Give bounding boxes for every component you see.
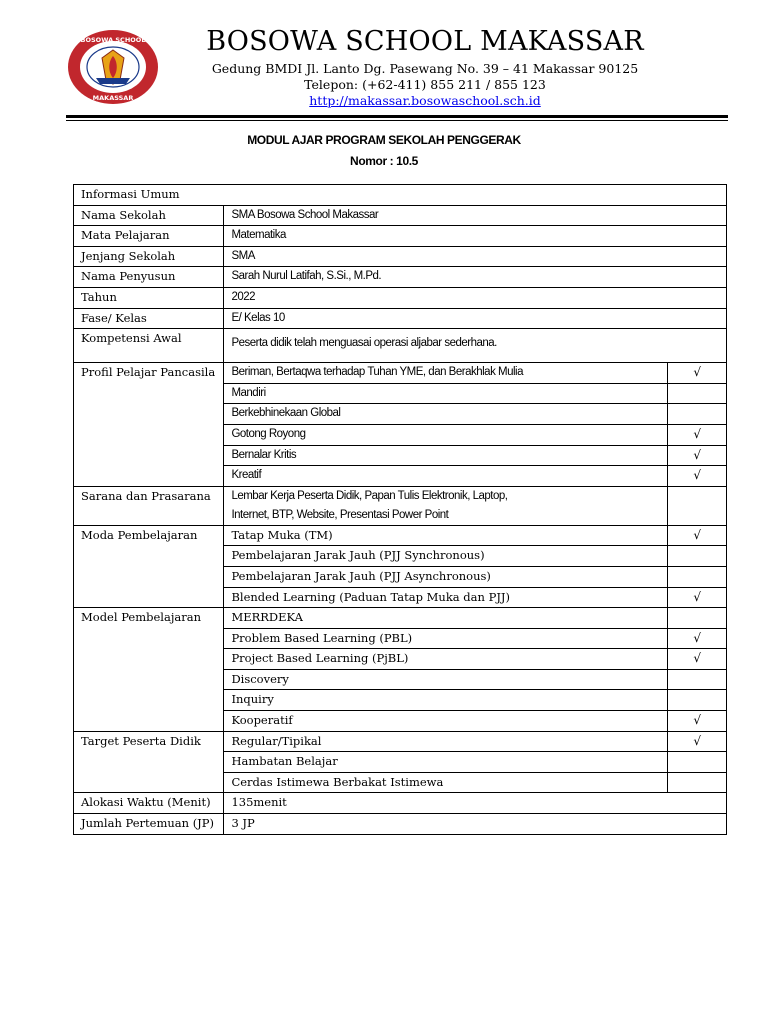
model-item: Inquiry <box>224 690 668 711</box>
check-cell <box>668 690 727 711</box>
svg-text:BOSOWA SCHOOL: BOSOWA SCHOOL <box>80 36 146 44</box>
row-value: SMA <box>224 246 727 267</box>
row-label: Profil Pelajar Pancasila <box>74 363 224 487</box>
school-name: BOSOWA SCHOOL MAKASSAR <box>206 26 644 57</box>
school-logo <box>66 28 160 106</box>
check-cell <box>668 525 727 546</box>
row-label: Jenjang Sekolah <box>74 246 224 267</box>
check-mark-icon: √ <box>693 447 701 462</box>
table-row <box>74 525 727 546</box>
row-value: Peserta didik telah menguasai operasi aljabar sederhana. <box>224 329 727 363</box>
school-phone: Telepon: (+62-411) 855 211 / 855 123 <box>304 77 546 92</box>
check-mark-icon: √ <box>693 468 701 483</box>
check-mark-icon: √ <box>693 733 701 748</box>
profil-item: Kreatif <box>224 466 668 487</box>
row-label: Alokasi Waktu (Menit) <box>74 793 224 814</box>
check-cell <box>668 587 727 608</box>
row-value: Matematika <box>224 226 727 247</box>
table-row <box>74 793 727 814</box>
check-mark-icon: √ <box>693 589 701 604</box>
header-divider-thick <box>66 115 728 118</box>
check-cell <box>668 649 727 670</box>
row-value: 135menit <box>224 793 727 814</box>
check-cell <box>668 424 727 445</box>
check-cell <box>668 445 727 466</box>
sarana-line: Internet, BTP, Website, Presentasi Power Point <box>231 508 449 521</box>
profil-item: Mandiri <box>224 383 668 404</box>
table-row <box>74 486 727 525</box>
check-mark-icon: √ <box>693 651 701 666</box>
model-item: Problem Based Learning (PBL) <box>224 628 668 649</box>
moda-item: Tatap Muka (TM) <box>224 525 668 546</box>
check-mark-icon: √ <box>693 630 701 645</box>
row-label: Sarana dan Prasarana <box>74 486 224 525</box>
school-address: Gedung BMDI Jl. Lanto Dg. Pasewang No. 39 – 41 Makassar 90125 <box>211 61 639 76</box>
table-row <box>74 267 727 288</box>
section-header: Informasi Umum <box>74 185 727 206</box>
check-cell <box>668 628 727 649</box>
row-label: Nama Penyusun <box>74 267 224 288</box>
row-value: 2022 <box>224 287 727 308</box>
row-label: Tahun <box>74 287 224 308</box>
row-label: Moda Pembelajaran <box>74 525 224 607</box>
check-cell <box>668 669 727 690</box>
table-row <box>74 246 727 267</box>
check-cell <box>668 566 727 587</box>
check-cell <box>668 711 727 732</box>
moda-item: Blended Learning (Paduan Tatap Muka dan PJJ) <box>224 587 668 608</box>
row-label: Kompetensi Awal <box>74 329 224 363</box>
row-label: Mata Pelajaran <box>74 226 224 247</box>
table-row <box>74 363 727 384</box>
target-item: Cerdas Istimewa Berbakat Istimewa <box>224 772 668 793</box>
target-item: Hambatan Belajar <box>224 752 668 773</box>
check-mark-icon: √ <box>693 426 701 441</box>
row-value: Sarah Nurul Latifah, S.Si., M.Pd. <box>224 267 727 288</box>
table-row <box>74 608 727 629</box>
check-cell <box>668 363 727 384</box>
info-table <box>73 184 727 835</box>
model-item: MERRDEKA <box>224 608 668 629</box>
profil-item: Berkebhinekaan Global <box>224 404 668 425</box>
table-row <box>74 814 727 835</box>
sarana-line: Lembar Kerja Peserta Didik, Papan Tulis Elektronik, Laptop, <box>231 489 508 502</box>
header-divider-thin <box>66 120 728 121</box>
check-mark-icon: √ <box>693 713 701 728</box>
table-row <box>74 287 727 308</box>
moda-item: Pembelajaran Jarak Jauh (PJJ Asynchronous) <box>224 566 668 587</box>
model-item: Kooperatif <box>224 711 668 732</box>
check-cell <box>668 731 727 752</box>
model-item: Project Based Learning (PjBL) <box>224 649 668 670</box>
model-item: Discovery <box>224 669 668 690</box>
school-website-link[interactable]: http://makassar.bosowaschool.sch.id <box>309 93 541 108</box>
check-cell <box>668 608 727 629</box>
document-title: MODUL AJAR PROGRAM SEKOLAH PENGGERAK <box>247 133 521 147</box>
table-row <box>74 308 727 329</box>
check-cell <box>668 546 727 567</box>
check-cell <box>668 486 727 525</box>
profil-item: Gotong Royong <box>224 424 668 445</box>
document-number: Nomor : 10.5 <box>350 154 418 168</box>
check-cell <box>668 404 727 425</box>
check-cell <box>668 383 727 404</box>
check-cell <box>668 466 727 487</box>
svg-text:MAKASSAR: MAKASSAR <box>92 94 134 102</box>
table-header-row <box>74 185 727 206</box>
row-value: SMA Bosowa School Makassar <box>224 205 727 226</box>
row-label: Nama Sekolah <box>74 205 224 226</box>
target-item: Regular/Tipikal <box>224 731 668 752</box>
check-mark-icon: √ <box>693 527 701 542</box>
table-row <box>74 226 727 247</box>
row-value: E/ Kelas 10 <box>224 308 727 329</box>
table-row <box>74 329 727 363</box>
check-cell <box>668 772 727 793</box>
row-label: Fase/ Kelas <box>74 308 224 329</box>
check-cell <box>668 752 727 773</box>
profil-item: Beriman, Bertaqwa terhadap Tuhan YME, dan Berakhlak Mulia <box>224 363 668 384</box>
profil-item: Bernalar Kritis <box>224 445 668 466</box>
table-row <box>74 731 727 752</box>
row-label: Model Pembelajaran <box>74 608 224 732</box>
row-label: Target Peserta Didik <box>74 731 224 793</box>
moda-item: Pembelajaran Jarak Jauh (PJJ Synchronous) <box>224 546 668 567</box>
row-value: 3 JP <box>224 814 727 835</box>
row-label: Jumlah Pertemuan (JP) <box>74 814 224 835</box>
sarana-value <box>224 486 668 525</box>
check-mark-icon: √ <box>693 365 701 380</box>
table-row <box>74 205 727 226</box>
